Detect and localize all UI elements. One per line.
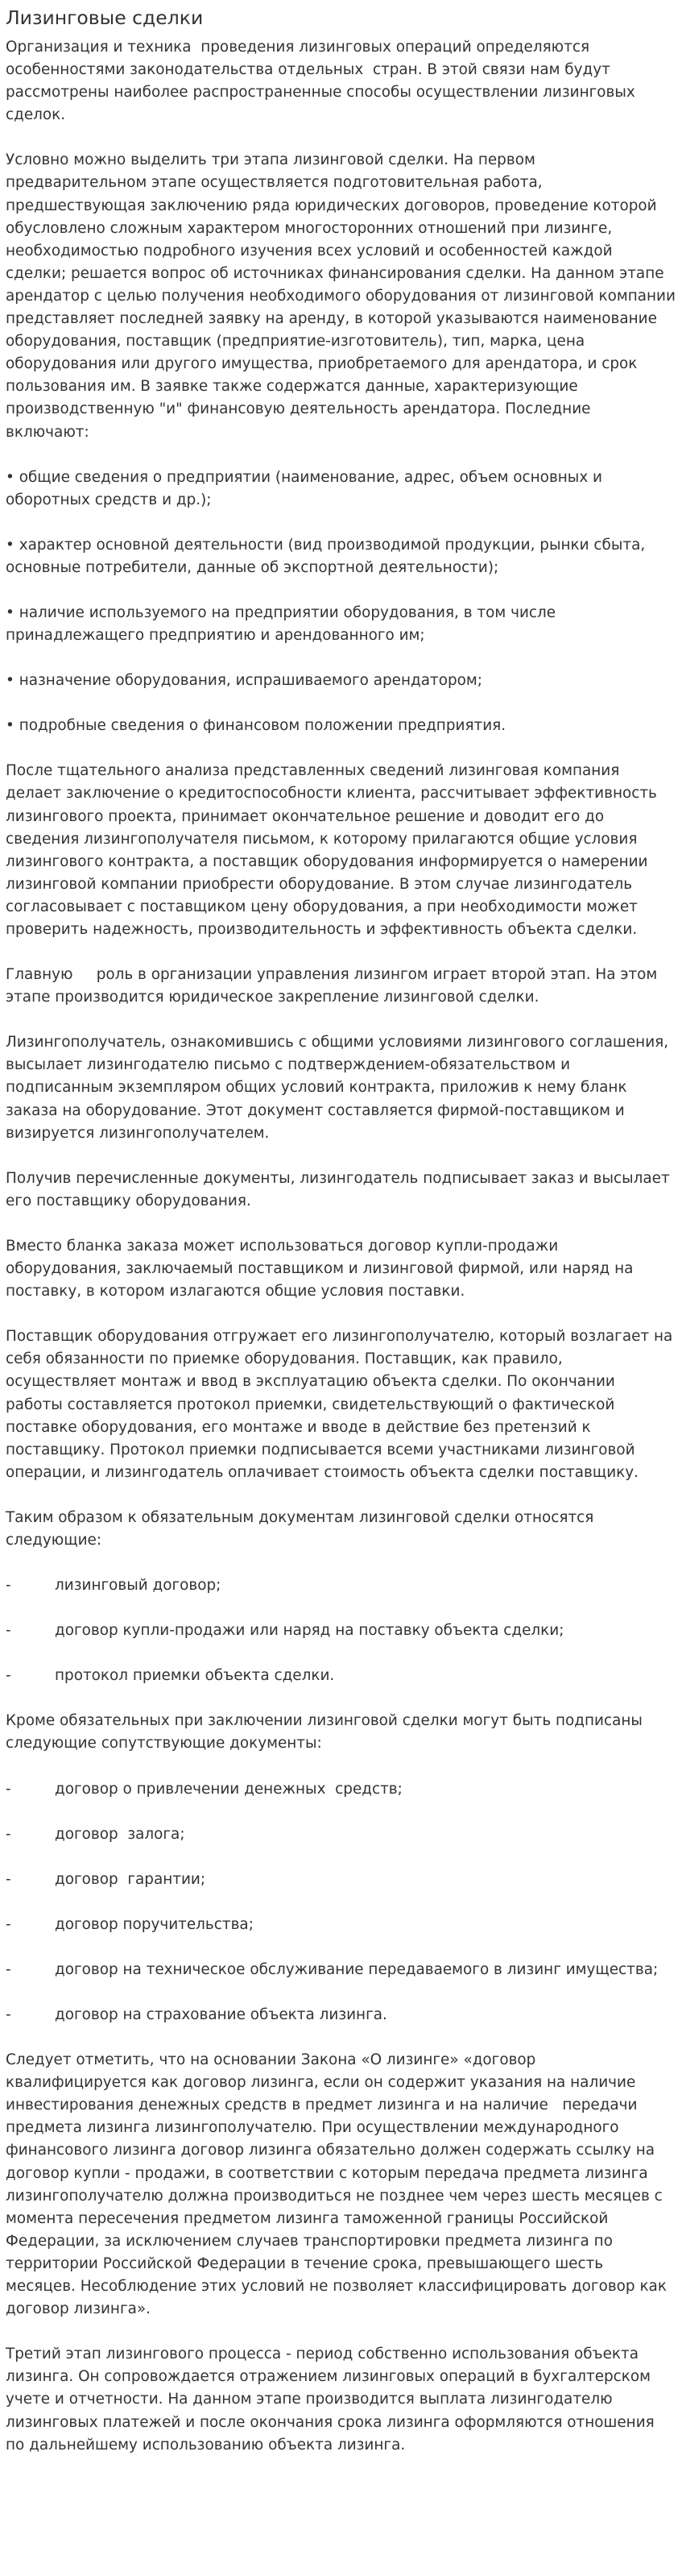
bullet-marker: • xyxy=(6,717,14,735)
article-body xyxy=(6,36,680,2457)
mandatory-doc-text: лизинговый договор; xyxy=(55,1577,221,1595)
bullet-item xyxy=(6,467,676,512)
law-paragraph: Следует отметить, что на основании Закона «О лизинге» «договор квалифицируется как договор лизинга, если он содержит указания на наличие инвестирования денежных средств в предмет лизинга и на наличие передачи предмета лизинга лизингополучателю. При осуществлении международного финансового лизинга договор лизинга обязательно должен содержать ссылку на договор купли - продажи, в соответствии с которым передача предмета лизинга лизингополучателю должна производиться не позднее чем через шесть месяцев с момента пересечения предметом лизинга таможенной границы Российской Федерации, за исключением случаев транспортировки предмета лизинга по территории Российской Федерации в течение срока, превышающего шесть месяцев. Несоблюдение этих условий не позволяет классифицировать договор как договор лизинга». xyxy=(6,2051,672,2318)
instead-paragraph: Вместо бланка заказа может использоваться договор купли-продажи оборудования, заключаемый поставщиком и лизинговой фирмой, или наряд на поставку, в котором излагаются общие условия поставки. xyxy=(6,1237,639,1300)
analysis-paragraph: После тщательного анализа представленных сведений лизинговая компания делает заключение о кредитоспособности клиента, рассчитывает эффективность лизингового проекта, принимает окончательное решение и доводит его до сведения лизингополучателя письмом, к которому прилагаются общие условия лизингового контракта, а поставщик оборудования информируется о намерении лизинговой компании приобрести оборудование. В этом случае лизингодатель согласовывает с поставщиком цену оборудования, а при необходимости может проверить надежность, производительность и эффективность объекта сделки. xyxy=(6,762,662,938)
bullet-item-text: общие сведения о предприятии (наименование, адрес, объем основных и оборотных средств и др.); xyxy=(6,468,607,508)
dash-marker: - xyxy=(6,1915,11,1933)
optional-docs-intro: Кроме обязательных при заключении лизинговой сделки могут быть подписаны следующие сопутствующие документы: xyxy=(6,1712,647,1753)
bullet-item-text: наличие используемого на предприятии оборудования, в том числе принадлежащего предприятию и арендованного им; xyxy=(6,604,560,645)
dash-marker: - xyxy=(6,1667,11,1685)
optional-doc-text: договор поручительства; xyxy=(55,1915,254,1933)
stage-one-paragraph: Условно можно выделить три этапа лизинговой сделки. На первом предварительном этапе осуществляется подготовительная работа, предшествующая заключению ряда юридических договоров, проведение которой обусловлено сложным характером многосторонних отношений при лизинге, необходимостью подробного изучения всех условий и особенностей каждой сделки; решается вопрос об источниках финансирования сделки. На данном этапе арендатор с целью получения необходимого оборудования от лизинговой компании представляет последней заявку на аренду, в которой указываются наименование оборудования, поставщик (предприятие-изготовитель), тип, марка, цена оборудования или другого имущества, приобретаемого для арендатора, и срок пользования им. В заявке также содержатся данные, характеризующие производственную "и" финансовую деятельность арендатора. Последние включают: xyxy=(6,151,680,441)
bullet-item xyxy=(6,670,676,692)
lessee-paragraph: Лизингополучатель, ознакомившись с общими условиями лизингового соглашения, высылает лизингодателю письмо с подтверждением-обязательством и подписанным экземпляром общих условий контракта, приложив к нему бланк заказа на оборудование. Этот документ составляется фирмой-поставщиком и визируется лизингополучателем. xyxy=(6,1034,673,1142)
bullet-marker: • xyxy=(6,468,14,486)
intro-paragraph: Организация и техника проведения лизинговых операций определяются особенностями законодательства отдельных стран. В этой связи нам будут рассмотрены наиболее распространенные способы осуществлении лизинговых сделок. xyxy=(6,39,640,124)
optional-doc-text: договор на техническое обслуживание передаваемого в лизинг имущества; xyxy=(55,1960,659,1978)
supplier-paragraph: Поставщик оборудования отгружает его лизингополучателю, который возлагает на себя обязанности по приемке оборудования. Поставщик, как правило, осуществляет монтаж и ввод в эксплуатацию объекта сделки. По окончании работы составляется протокол приемки, свидетельствующий о фактической поставке оборудования, его монтаже и вводе в действие без претензий к поставщику. Протокол приемки подписывается всеми участниками лизинговой операции, и лизингодатель оплачивает стоимость объекта сделки поставщику. xyxy=(6,1328,678,1481)
optional-doc-item xyxy=(6,1778,676,1801)
bullet-item-text: подробные сведения о финансовом положении предприятия. xyxy=(19,717,506,735)
dash-marker: - xyxy=(6,1825,11,1843)
optional-doc-text: договор о привлечении денежных средств; xyxy=(55,1780,403,1798)
optional-doc-item xyxy=(6,1869,676,1891)
mandatory-doc-item xyxy=(6,1574,676,1597)
mandatory-docs-intro: Таким образом к обязательным документам лизинговой сделки относятся следующие: xyxy=(6,1508,599,1549)
optional-doc-text: договор гарантии; xyxy=(55,1870,206,1888)
bullet-marker: • xyxy=(6,536,14,554)
page-title: Лизинговые сделки xyxy=(6,6,204,29)
bullet-item-text: характер основной деятельности (вид производимой продукции, рынки сбыта, основные потребители, данные об экспортной деятельности); xyxy=(6,536,651,576)
dash-marker: - xyxy=(6,1960,11,1978)
optional-doc-item xyxy=(6,1823,676,1846)
stage-two-paragraph: Главную роль в организации управления лизингом играет второй этап. На этом этапе производится юридическое закрепление лизинговой сделки. xyxy=(6,966,663,1006)
dash-marker: - xyxy=(6,2006,11,2023)
dash-marker: - xyxy=(6,1780,11,1798)
mandatory-doc-text: протокол приемки объекта сделки. xyxy=(55,1667,335,1685)
optional-doc-item xyxy=(6,2004,676,2026)
dash-marker: - xyxy=(6,1622,11,1640)
mandatory-doc-item xyxy=(6,1665,676,1687)
bullet-item-text: назначение оборудования, испрашиваемого арендатором; xyxy=(19,672,482,690)
optional-doc-text: договор на страхование объекта лизинга. xyxy=(55,2006,387,2023)
dash-marker: - xyxy=(6,1577,11,1595)
optional-doc-item xyxy=(6,1914,676,1936)
bullet-item xyxy=(6,715,676,737)
bullet-item xyxy=(6,602,676,647)
dash-marker: - xyxy=(6,1870,11,1888)
bullet-marker: • xyxy=(6,604,14,621)
optional-doc-item xyxy=(6,1959,676,1981)
bullet-marker: • xyxy=(6,672,14,690)
stage-three-paragraph: Третий этап лизингового процесса - период собственно использования объекта лизинга. Он сопровождается отражением лизинговых операций в бухгалтерском учете и отчетности. На данном этапе производится выплата лизингодателю лизинговых платежей и после окончания срока лизинга оформляются отношения по дальнейшему использованию объекта лизинга. xyxy=(6,2346,659,2454)
optional-doc-text: договор залога; xyxy=(55,1825,185,1843)
mandatory-doc-text: договор купли-продажи или наряд на поставку объекта сделки; xyxy=(55,1622,564,1640)
bullet-item xyxy=(6,534,676,579)
lessor-paragraph: Получив перечисленные документы, лизингодатель подписывает заказ и высылает его поставщику оборудования. xyxy=(6,1169,675,1209)
mandatory-doc-item xyxy=(6,1620,676,1642)
